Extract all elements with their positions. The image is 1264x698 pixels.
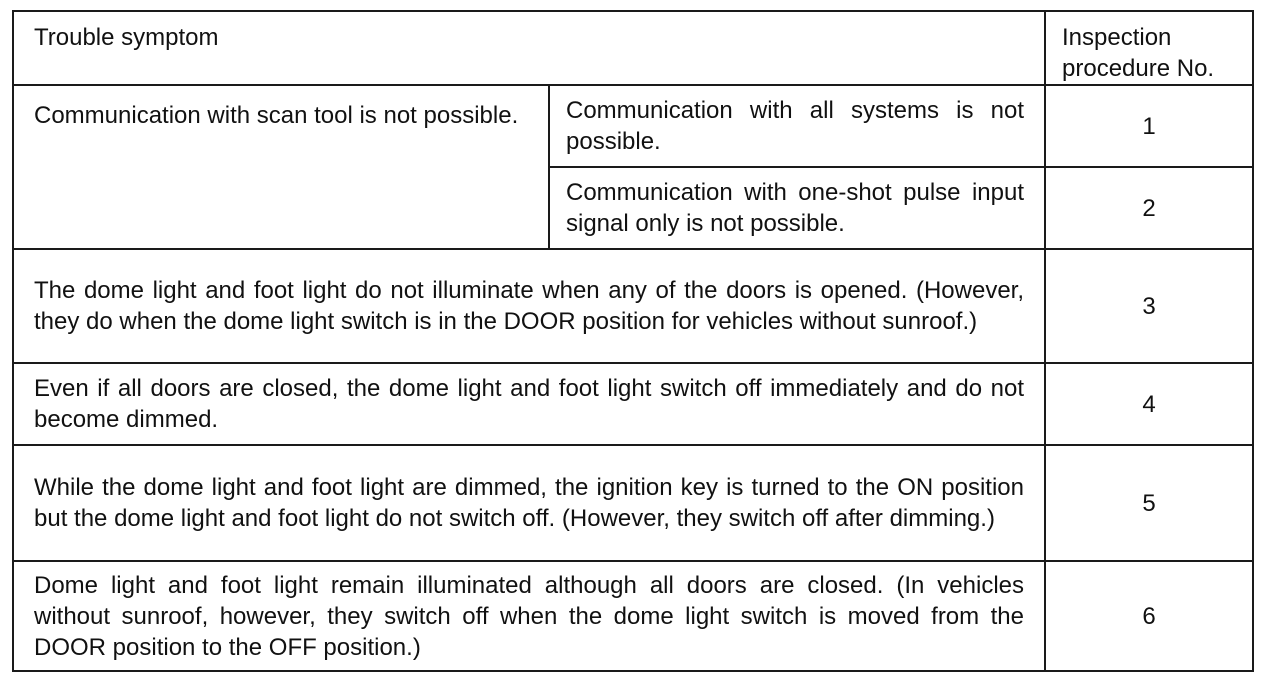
table-row <box>13 561 1253 671</box>
symptom-cell: Dome light and foot light remain illuminated although all doors are closed. (In vehicles without sunroof, however, they switch off when the dome light switch is moved from the DOOR position to the OFF position.) <box>13 561 1045 671</box>
symptom-cell: Even if all doors are closed, the dome light and foot light switch off immediately and do not become dimmed. <box>13 363 1045 445</box>
symptom-cell: Communication with scan tool is not possible. <box>13 85 549 249</box>
procedure-number: 1 <box>1045 85 1253 167</box>
symptom-cell: The dome light and foot light do not illuminate when any of the doors is opened. (However, they do when the dome light switch is in the DOOR position for vehicles without sunroof.) <box>13 249 1045 363</box>
table-row <box>13 85 1253 167</box>
trouble-symptom-table <box>12 10 1254 672</box>
table-row <box>13 249 1253 363</box>
procedure-number: 5 <box>1045 445 1253 561</box>
procedure-number: 4 <box>1045 363 1253 445</box>
procedure-number: 2 <box>1045 167 1253 249</box>
sub-symptom-cell: Communication with all systems is not possible. <box>549 85 1045 167</box>
procedure-number: 3 <box>1045 249 1253 363</box>
symptom-cell: While the dome light and foot light are dimmed, the ignition key is turned to the ON position but the dome light and foot light do not switch off. (However, they switch off after dimming.) <box>13 445 1045 561</box>
table-row <box>13 363 1253 445</box>
sub-symptom-cell: Communication with one-shot pulse input signal only is not possible. <box>549 167 1045 249</box>
header-row <box>13 11 1253 85</box>
header-trouble-symptom: Trouble symptom <box>13 11 1045 85</box>
procedure-number: 6 <box>1045 561 1253 671</box>
table-row <box>13 445 1253 561</box>
header-inspection-procedure: Inspection procedure No. <box>1045 11 1253 85</box>
